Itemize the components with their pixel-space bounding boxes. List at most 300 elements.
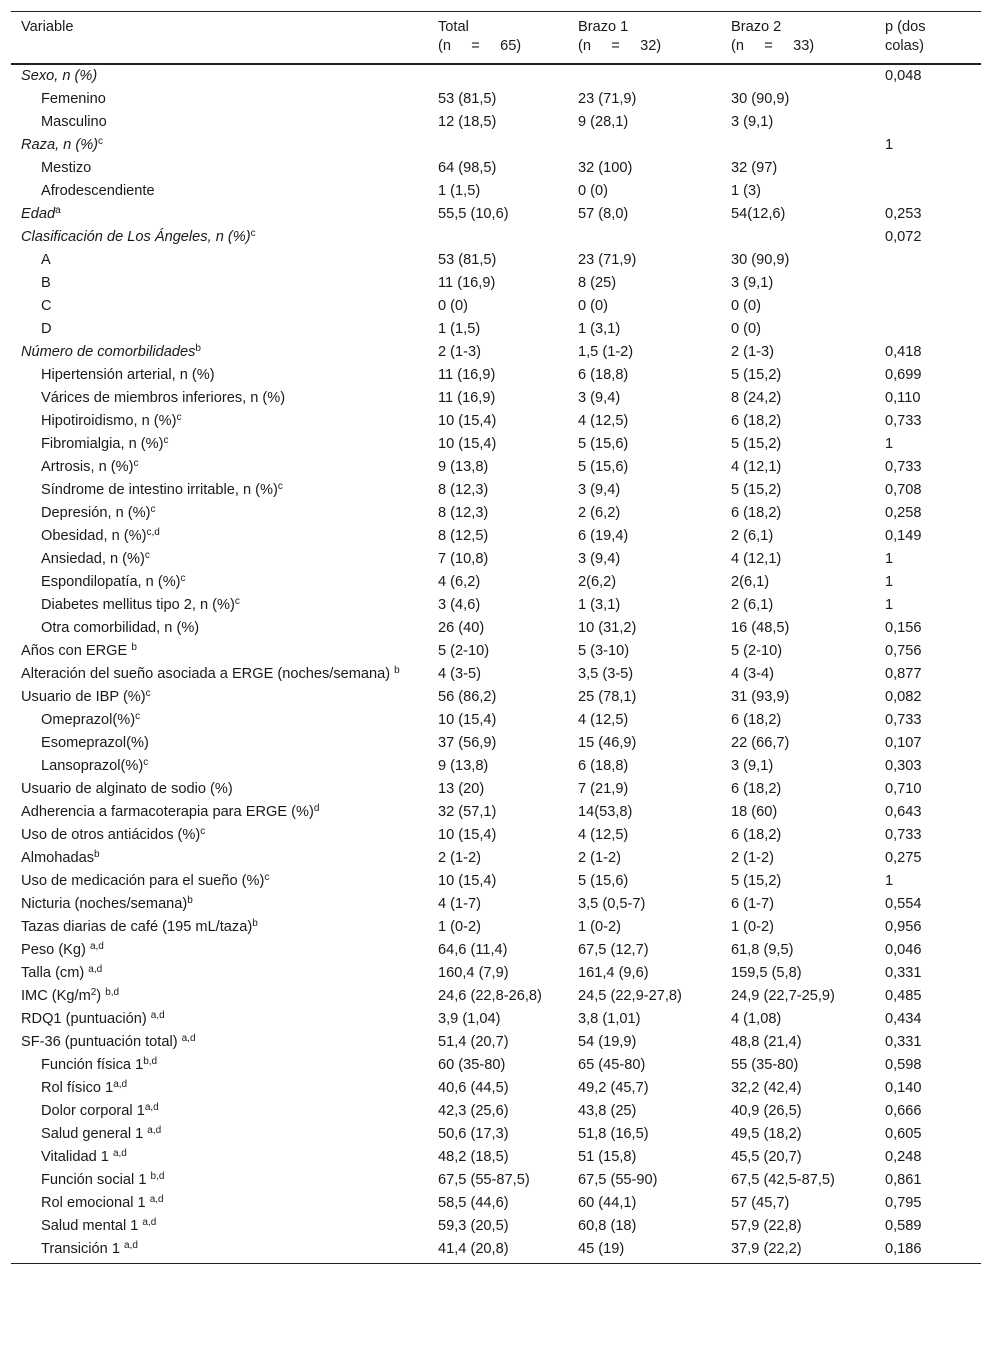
table-row bbox=[11, 272, 981, 295]
row-total-value: 51,4 (20,7) bbox=[438, 1034, 509, 1050]
row-label: Peso (Kg) bbox=[21, 942, 90, 958]
row-p-value: 0,046 bbox=[885, 942, 922, 958]
row-label-cell bbox=[11, 962, 428, 985]
row-brazo2-value: 30 (90,9) bbox=[731, 252, 790, 268]
row-label-cell bbox=[11, 1215, 428, 1238]
row-label: Otra comorbilidad, n (%) bbox=[41, 620, 200, 636]
row-label: Espondilopatía, n (%) bbox=[41, 574, 181, 590]
table-row bbox=[11, 870, 981, 893]
table-row bbox=[11, 732, 981, 755]
row-label: Almohadas bbox=[21, 850, 95, 866]
row-label-cell bbox=[11, 1077, 428, 1100]
table-row bbox=[11, 134, 981, 157]
row-brazo2-value: 49,5 (18,2) bbox=[731, 1126, 802, 1142]
row-p-value: 0,643 bbox=[885, 804, 922, 820]
row-brazo1-value: 65 (45-80) bbox=[578, 1057, 646, 1073]
row-label-cell bbox=[11, 1031, 428, 1054]
row-p-value: 0,331 bbox=[885, 965, 922, 981]
row-label-cell bbox=[11, 410, 428, 433]
row-label: Hipotiroidismo, n (%) bbox=[41, 413, 177, 429]
row-total-value: 8 (12,3) bbox=[438, 505, 489, 521]
row-footnote-marker: b bbox=[187, 895, 193, 906]
row-footnote-marker: c bbox=[143, 757, 149, 768]
row-label: Edad bbox=[21, 206, 56, 222]
row-label-cell bbox=[11, 64, 428, 88]
table-row bbox=[11, 962, 981, 985]
row-footnote-marker: c,d bbox=[146, 527, 160, 538]
header-total-n: 65) bbox=[500, 38, 522, 54]
row-label: Diabetes mellitus tipo 2, n (%) bbox=[41, 597, 235, 613]
row-total-value: 56 (86,2) bbox=[438, 689, 497, 705]
table-row bbox=[11, 64, 981, 88]
row-total-value: 8 (12,3) bbox=[438, 482, 489, 498]
row-brazo1-value: 4 (12,5) bbox=[578, 413, 629, 429]
row-label: Depresión, n (%) bbox=[41, 505, 151, 521]
row-total-value: 64,6 (11,4) bbox=[438, 942, 508, 958]
table-row bbox=[11, 847, 981, 870]
table-row bbox=[11, 318, 981, 341]
row-footnote-marker: b,d bbox=[143, 1056, 158, 1067]
row-p-value bbox=[875, 157, 981, 180]
row-total-value: 67,5 (55-87,5) bbox=[438, 1172, 530, 1188]
row-label: Vitalidad 1 bbox=[41, 1149, 113, 1165]
row-brazo1-value: 51,8 (16,5) bbox=[578, 1126, 649, 1142]
row-brazo1-value: 60,8 (18) bbox=[578, 1218, 637, 1234]
row-total-value: 11 (16,9) bbox=[438, 275, 496, 291]
row-brazo2-value: 67,5 (42,5-87,5) bbox=[731, 1172, 835, 1188]
row-p-value: 1 bbox=[885, 574, 894, 590]
row-label-cell bbox=[11, 893, 428, 916]
row-total-value: 53 (81,5) bbox=[438, 91, 497, 107]
row-p-value: 1 bbox=[885, 551, 894, 567]
row-total-value: 4 (1-7) bbox=[438, 896, 481, 912]
row-label-cell bbox=[11, 985, 428, 1008]
row-label-cell bbox=[11, 1192, 428, 1215]
table-row bbox=[11, 1077, 981, 1100]
row-label-cell bbox=[11, 456, 428, 479]
row-p-value: 1 bbox=[885, 436, 894, 452]
row-brazo1-value: 0 (0) bbox=[578, 183, 609, 199]
row-footnote-marker: a,d bbox=[113, 1079, 128, 1090]
table-row bbox=[11, 893, 981, 916]
row-brazo1-value: 5 (15,6) bbox=[578, 459, 629, 475]
row-brazo2-value: 3 (9,1) bbox=[731, 758, 774, 774]
row-label: Esomeprazol(%) bbox=[41, 735, 149, 751]
row-label-cell bbox=[11, 341, 428, 364]
table-row bbox=[11, 111, 981, 134]
row-brazo1-value bbox=[568, 226, 721, 249]
row-p-value: 0,253 bbox=[885, 206, 922, 222]
row-p-value: 0,156 bbox=[885, 620, 922, 636]
row-brazo1-value: 4 (12,5) bbox=[578, 827, 629, 843]
row-label-cell bbox=[11, 1238, 428, 1264]
row-total-value: 60 (35-80) bbox=[438, 1057, 506, 1073]
row-label-cell bbox=[11, 111, 428, 134]
row-brazo2-value: 2 (6,1) bbox=[731, 597, 774, 613]
row-brazo1-value: 5 (15,6) bbox=[578, 873, 629, 889]
row-label: Dolor corporal 1 bbox=[41, 1103, 145, 1119]
row-p-value: 0,107 bbox=[885, 735, 922, 751]
row-brazo2-value: 16 (48,5) bbox=[731, 620, 790, 636]
header-brazo2-label: Brazo 2 bbox=[731, 19, 782, 35]
row-brazo1-value: 3 (9,4) bbox=[578, 551, 621, 567]
row-label: Función social 1 bbox=[41, 1172, 151, 1188]
table-row bbox=[11, 571, 981, 594]
row-total-value: 11 (16,9) bbox=[438, 367, 496, 383]
row-brazo2-value bbox=[721, 134, 875, 157]
row-p-value: 0,733 bbox=[885, 827, 922, 843]
table-row bbox=[11, 502, 981, 525]
row-p-value: 0,666 bbox=[885, 1103, 922, 1119]
row-brazo2-value bbox=[721, 64, 875, 88]
row-brazo1-value: 45 (19) bbox=[578, 1241, 625, 1257]
row-p-value: 1 bbox=[885, 873, 894, 889]
row-footnote-marker: c bbox=[135, 711, 141, 722]
row-brazo1-value: 1,5 (1-2) bbox=[578, 344, 634, 360]
row-brazo2-value: 2 (1-3) bbox=[731, 344, 774, 360]
row-brazo2-value: 4 (12,1) bbox=[731, 551, 782, 567]
row-total-value: 4 (3-5) bbox=[438, 666, 481, 682]
row-brazo1-value: 49,2 (45,7) bbox=[578, 1080, 649, 1096]
row-label-cell bbox=[11, 640, 428, 663]
row-p-value: 0,331 bbox=[885, 1034, 922, 1050]
row-brazo2-value: 32,2 (42,4) bbox=[731, 1080, 802, 1096]
row-label: C bbox=[41, 298, 52, 314]
row-label: Femenino bbox=[41, 91, 106, 107]
row-total-value: 10 (15,4) bbox=[438, 712, 497, 728]
row-brazo2-value: 22 (66,7) bbox=[731, 735, 790, 751]
table-row bbox=[11, 801, 981, 824]
row-brazo1-value: 2 (1-2) bbox=[578, 850, 621, 866]
row-total-value: 3,9 (1,04) bbox=[438, 1011, 501, 1027]
row-footnote-marker: c bbox=[150, 504, 156, 515]
row-label-cell bbox=[11, 847, 428, 870]
row-total-value: 1 (1,5) bbox=[438, 321, 481, 337]
row-brazo2-value bbox=[721, 226, 875, 249]
table-row bbox=[11, 1238, 981, 1264]
row-brazo1-value: 51 (15,8) bbox=[578, 1149, 637, 1165]
row-label-cell bbox=[11, 157, 428, 180]
row-brazo1-value: 3 (9,4) bbox=[578, 390, 621, 406]
table-row bbox=[11, 778, 981, 801]
row-total-value: 10 (15,4) bbox=[438, 873, 497, 889]
table-row bbox=[11, 939, 981, 962]
row-p-value: 0,303 bbox=[885, 758, 922, 774]
row-footnote-marker: a,d bbox=[142, 1217, 157, 1228]
header-variable: Variable bbox=[21, 19, 74, 35]
row-total-value: 5 (2-10) bbox=[438, 643, 490, 659]
row-label: SF-36 (puntuación total) bbox=[21, 1034, 182, 1050]
row-label: Ansiedad, n (%) bbox=[41, 551, 145, 567]
row-brazo2-value: 0 (0) bbox=[731, 321, 762, 337]
row-brazo2-value: 6 (18,2) bbox=[731, 712, 782, 728]
row-brazo2-value: 57,9 (22,8) bbox=[731, 1218, 802, 1234]
row-brazo1-value: 10 (31,2) bbox=[578, 620, 637, 636]
row-label: Uso de medicación para el sueño (%) bbox=[21, 873, 265, 889]
row-brazo1-value: 23 (71,9) bbox=[578, 91, 637, 107]
row-footnote-marker: b,d bbox=[150, 1171, 165, 1182]
row-brazo2-value: 5 (15,2) bbox=[731, 436, 782, 452]
row-brazo1-value: 8 (25) bbox=[578, 275, 617, 291]
row-total-value: 64 (98,5) bbox=[438, 160, 497, 176]
row-label: Número de comorbilidades bbox=[21, 344, 196, 360]
row-label: Salud general 1 bbox=[41, 1126, 148, 1142]
row-footnote-marker: a,d bbox=[181, 1033, 196, 1044]
row-label: Rol emocional 1 bbox=[41, 1195, 150, 1211]
table-container bbox=[11, 11, 981, 1264]
row-total-value: 9 (13,8) bbox=[438, 459, 489, 475]
row-footnote-marker: c bbox=[144, 550, 150, 561]
row-label: RDQ1 (puntuación) bbox=[21, 1011, 151, 1027]
table-row bbox=[11, 387, 981, 410]
row-p-value: 0,258 bbox=[885, 505, 922, 521]
row-footnote-marker: c bbox=[277, 481, 283, 492]
table-row bbox=[11, 88, 981, 111]
row-p-value: 1 bbox=[885, 137, 894, 153]
table-row bbox=[11, 1123, 981, 1146]
row-footnote-marker: c bbox=[200, 826, 206, 837]
table-row bbox=[11, 617, 981, 640]
header-total-eq: = bbox=[471, 38, 480, 54]
row-footnote-marker: a,d bbox=[144, 1102, 159, 1113]
row-label: Uso de otros antiácidos (%) bbox=[21, 827, 201, 843]
table-row bbox=[11, 594, 981, 617]
row-p-value bbox=[875, 295, 981, 318]
row-p-value: 0,248 bbox=[885, 1149, 922, 1165]
header-p-line1: p (dos bbox=[885, 19, 926, 35]
row-p-value: 0,877 bbox=[885, 666, 922, 682]
row-brazo2-value: 6 (18,2) bbox=[731, 781, 782, 797]
table-row bbox=[11, 663, 981, 686]
header-p-value bbox=[875, 12, 981, 65]
row-brazo1-value: 3 (9,4) bbox=[578, 482, 621, 498]
table-row bbox=[11, 1169, 981, 1192]
row-brazo2-value: 159,5 (5,8) bbox=[731, 965, 802, 981]
table-row bbox=[11, 525, 981, 548]
row-p-value: 0,756 bbox=[885, 643, 922, 659]
row-p-value: 0,708 bbox=[885, 482, 922, 498]
row-brazo1-value: 6 (19,4) bbox=[578, 528, 629, 544]
table-row bbox=[11, 226, 981, 249]
row-total-value: 40,6 (44,5) bbox=[438, 1080, 509, 1096]
row-label-cell bbox=[11, 88, 428, 111]
row-label: Artrosis, n (%) bbox=[41, 459, 134, 475]
row-label-cell bbox=[11, 801, 428, 824]
row-label: Usuario de IBP (%) bbox=[21, 689, 146, 705]
row-footnote-marker: b bbox=[131, 642, 137, 653]
table-row bbox=[11, 1054, 981, 1077]
table-row bbox=[11, 1008, 981, 1031]
row-footnote-marker: a,d bbox=[89, 941, 104, 952]
row-label: Lansoprazol(%) bbox=[41, 758, 144, 774]
row-p-value: 1 bbox=[885, 597, 894, 613]
row-brazo2-value: 31 (93,9) bbox=[731, 689, 790, 705]
row-p-value bbox=[875, 111, 981, 134]
row-p-value: 0,485 bbox=[885, 988, 922, 1004]
header-brazo1-n-prefix: (n bbox=[578, 38, 591, 54]
row-brazo1-value: 0 (0) bbox=[578, 298, 609, 314]
row-footnote-marker: b,d bbox=[105, 987, 120, 998]
row-total-value: 11 (16,9) bbox=[438, 390, 496, 406]
header-total-label: Total bbox=[438, 19, 469, 35]
row-p-value: 0,589 bbox=[885, 1218, 922, 1234]
row-footnote-marker: b bbox=[195, 343, 201, 354]
row-p-value: 0,598 bbox=[885, 1057, 922, 1073]
row-total-value: 10 (15,4) bbox=[438, 413, 497, 429]
row-label-cell bbox=[11, 916, 428, 939]
row-total-value: 1 (0-2) bbox=[438, 919, 481, 935]
row-label: Raza, n (%) bbox=[21, 137, 99, 153]
table-header bbox=[11, 12, 981, 65]
header-brazo2-n: 33) bbox=[793, 38, 815, 54]
table-row bbox=[11, 433, 981, 456]
row-p-value: 0,733 bbox=[885, 459, 922, 475]
row-total-value: 24,6 (22,8-26,8) bbox=[438, 988, 542, 1004]
row-total-value: 53 (81,5) bbox=[438, 252, 497, 268]
row-footnote-marker: c bbox=[234, 596, 240, 607]
row-label-cell bbox=[11, 732, 428, 755]
header-brazo1 bbox=[568, 12, 721, 65]
row-label-cell bbox=[11, 1169, 428, 1192]
row-total-value: 10 (15,4) bbox=[438, 436, 497, 452]
row-brazo1-value: 1 (3,1) bbox=[578, 321, 621, 337]
row-brazo1-value: 43,8 (25) bbox=[578, 1103, 637, 1119]
row-total-value: 0 (0) bbox=[438, 298, 469, 314]
row-total-value: 8 (12,5) bbox=[438, 528, 489, 544]
row-total-value: 37 (56,9) bbox=[438, 735, 497, 751]
table-row bbox=[11, 479, 981, 502]
row-brazo1-value: 54 (19,9) bbox=[578, 1034, 637, 1050]
row-p-value: 0,795 bbox=[885, 1195, 922, 1211]
row-p-value: 0,434 bbox=[885, 1011, 922, 1027]
table-row bbox=[11, 341, 981, 364]
row-brazo1-value: 3,5 (0,5-7) bbox=[578, 896, 646, 912]
row-footnote-marker: a,d bbox=[124, 1240, 138, 1251]
row-total-value: 50,6 (17,3) bbox=[438, 1126, 509, 1142]
row-brazo1-value: 3,5 (3-5) bbox=[578, 666, 634, 682]
table-row bbox=[11, 456, 981, 479]
row-total-value: 13 (20) bbox=[438, 781, 485, 797]
row-footnote-marker: c bbox=[145, 688, 151, 699]
row-p-value: 0,418 bbox=[885, 344, 922, 360]
table-row bbox=[11, 180, 981, 203]
row-label: Talla (cm) bbox=[21, 965, 89, 981]
header-brazo1-n: 32) bbox=[640, 38, 662, 54]
row-total-value: 42,3 (25,6) bbox=[438, 1103, 509, 1119]
row-brazo2-value: 8 (24,2) bbox=[731, 390, 782, 406]
row-total-value: 160,4 (7,9) bbox=[438, 965, 509, 981]
row-footnote-marker: a bbox=[55, 205, 61, 216]
row-label-cell bbox=[11, 1146, 428, 1169]
row-brazo1-value bbox=[568, 64, 721, 88]
table-row bbox=[11, 1146, 981, 1169]
row-total-value bbox=[428, 226, 568, 249]
row-brazo2-value: 3 (9,1) bbox=[731, 275, 774, 291]
table-row bbox=[11, 755, 981, 778]
row-label: Masculino bbox=[41, 114, 107, 130]
row-p-value: 0,861 bbox=[885, 1172, 922, 1188]
row-total-value: 3 (4,6) bbox=[438, 597, 481, 613]
header-brazo2 bbox=[721, 12, 875, 65]
row-p-value bbox=[875, 180, 981, 203]
row-footnote-marker: b bbox=[94, 849, 100, 860]
row-total-value: 2 (1-3) bbox=[438, 344, 481, 360]
table-row bbox=[11, 1215, 981, 1238]
row-label-cell bbox=[11, 364, 428, 387]
row-p-value: 0,186 bbox=[885, 1241, 922, 1257]
table-row bbox=[11, 640, 981, 663]
row-total-value bbox=[428, 134, 568, 157]
row-label-cell bbox=[11, 778, 428, 801]
row-brazo1-value: 2 (6,2) bbox=[578, 505, 621, 521]
row-total-value: 9 (13,8) bbox=[438, 758, 489, 774]
row-brazo2-value: 5 (2-10) bbox=[731, 643, 783, 659]
table-row bbox=[11, 548, 981, 571]
row-p-value: 0,149 bbox=[885, 528, 922, 544]
row-label-cell bbox=[11, 1008, 428, 1031]
row-label: D bbox=[41, 321, 52, 337]
row-label-cell bbox=[11, 571, 428, 594]
table-row bbox=[11, 1192, 981, 1215]
row-brazo2-value: 4 (1,08) bbox=[731, 1011, 782, 1027]
row-label: Várices de miembros inferiores, n (%) bbox=[41, 390, 286, 406]
row-label: Tazas diarias de café (195 mL/taza) bbox=[21, 919, 253, 935]
row-total-value: 41,4 (20,8) bbox=[438, 1241, 509, 1257]
row-label: A bbox=[41, 252, 51, 268]
row-brazo2-value: 6 (1-7) bbox=[731, 896, 774, 912]
row-brazo2-value: 40,9 (26,5) bbox=[731, 1103, 802, 1119]
row-p-value: 0,733 bbox=[885, 712, 922, 728]
header-total-n-prefix: (n bbox=[438, 38, 451, 54]
row-label: Función física 1 bbox=[41, 1057, 144, 1073]
row-brazo2-value: 2 (1-2) bbox=[731, 850, 774, 866]
table-row bbox=[11, 410, 981, 433]
table-row bbox=[11, 203, 981, 226]
row-brazo1-value: 67,5 (55-90) bbox=[578, 1172, 658, 1188]
row-label: Rol físico 1 bbox=[41, 1080, 114, 1096]
row-brazo2-value: 5 (15,2) bbox=[731, 873, 782, 889]
row-footnote-marker: d bbox=[313, 803, 320, 814]
row-label-cell bbox=[11, 594, 428, 617]
header-brazo2-eq: = bbox=[764, 38, 773, 54]
row-brazo1-value: 1 (3,1) bbox=[578, 597, 621, 613]
row-label-cell bbox=[11, 824, 428, 847]
row-brazo2-value: 2 (6,1) bbox=[731, 528, 774, 544]
row-brazo1-value: 5 (15,6) bbox=[578, 436, 629, 452]
row-total-value: 26 (40) bbox=[438, 620, 485, 636]
row-total-value: 59,3 (20,5) bbox=[438, 1218, 509, 1234]
row-brazo2-value: 55 (35-80) bbox=[731, 1057, 799, 1073]
data-table bbox=[11, 11, 981, 1264]
row-label-cell bbox=[11, 180, 428, 203]
row-brazo1-value: 23 (71,9) bbox=[578, 252, 637, 268]
row-label: Afrodescendiente bbox=[41, 183, 155, 199]
row-label: Síndrome de intestino irritable, n (%) bbox=[41, 482, 278, 498]
row-footnote-marker: c bbox=[98, 136, 104, 147]
row-label: Sexo, n (%) bbox=[21, 68, 98, 84]
row-footnote-marker: c bbox=[250, 228, 256, 239]
row-label: Alteración del sueño asociada a ERGE (noches/semana) bbox=[21, 666, 395, 682]
row-brazo2-value: 24,9 (22,7-25,9) bbox=[731, 988, 835, 1004]
row-total-value: 58,5 (44,6) bbox=[438, 1195, 509, 1211]
row-p-value: 0,956 bbox=[885, 919, 922, 935]
row-p-value bbox=[875, 272, 981, 295]
row-brazo1-value: 24,5 (22,9-27,8) bbox=[578, 988, 682, 1004]
row-brazo1-value: 14(53,8) bbox=[578, 804, 633, 820]
row-brazo1-value: 1 (0-2) bbox=[578, 919, 621, 935]
row-label-cell bbox=[11, 525, 428, 548]
row-brazo2-value: 6 (18,2) bbox=[731, 505, 782, 521]
